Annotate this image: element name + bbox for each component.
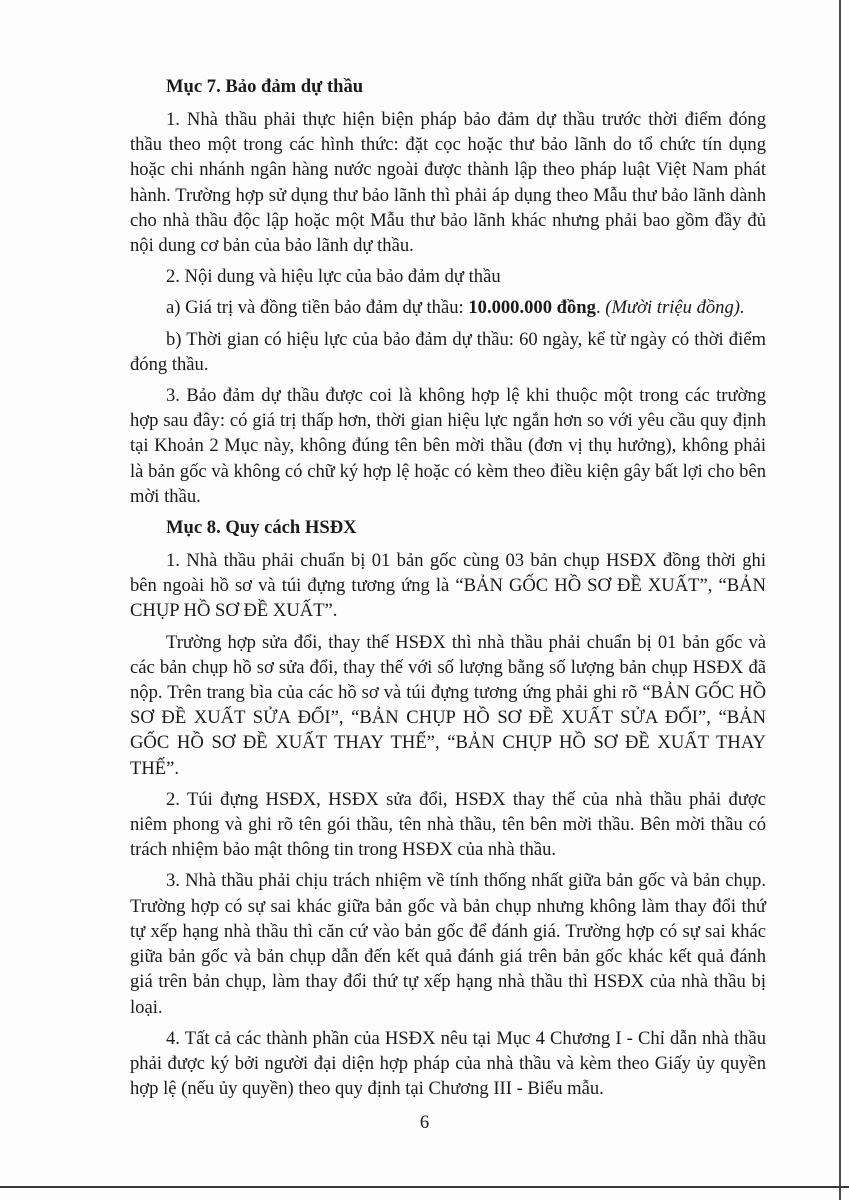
bid-amount: 10.000.000 đồng	[468, 297, 596, 319]
section-8-paragraph-3: 3. Nhà thầu phải chịu trách nhiệm về tính thống nhất giữa bản gốc và bản chụp. Trường hợp có sự sai khác giữa bản gốc và bản chụp nhưng không làm thay đổi thứ tự xếp hạng nhà thầu thì căn cứ vào bản gốc để đánh giá. Trường hợp có sự sai khác giữa bản gốc và bản chụp dẫn đến kết quả đánh giá trên bản gốc khác kết quả đánh giá trên bản chụp, làm thay đổi thứ tự xếp hạng nhà thầu thì HSĐX của nhà thầu bị loại.	[130, 870, 766, 1018]
section-8-paragraph-4: 4. Tất cả các thành phần của HSĐX nêu tại Mục 4 Chương I - Chỉ dẫn nhà thầu phải được ký bởi người đại diện hợp pháp của nhà thầu và kèm theo Giấy ủy quyền hợp lệ (nếu ủy quyền) theo quy định tại Chương III - Biểu mẫu.	[130, 1027, 766, 1100]
scan-edge-right	[839, 0, 841, 1200]
section-8-paragraph-2: 2. Túi đựng HSĐX, HSĐX sửa đổi, HSĐX thay thế của nhà thầu phải được niêm phong và ghi rõ tên gói thầu, tên nhà thầu, tên bên mời thầu. Bên mời thầu có trách nhiệm bảo mật thông tin trong HSĐX của nhà thầu.	[130, 788, 766, 861]
page-number: 6	[419, 1112, 430, 1133]
section-7-paragraph-2b: b) Thời gian có hiệu lực của bảo đảm dự thầu: 60 ngày, kể từ ngày có thời điểm đóng thầu.	[130, 328, 766, 375]
section-7-paragraph-2: 2. Nội dung và hiệu lực của bảo đảm dự thầu	[166, 266, 501, 288]
section-8-heading: Mục 8. Quy cách HSĐX	[166, 517, 357, 539]
bid-amount-words: (Mười triệu đồng).	[605, 297, 745, 319]
section-8-paragraph-1: 1. Nhà thầu phải chuẩn bị 01 bản gốc cùng 03 bản chụp HSĐX đồng thời ghi bên ngoài hồ sơ và túi đựng tương ứng là “BẢN GỐC HỒ SƠ ĐỀ XUẤT”, “BẢN CHỤP HỒ SƠ ĐỀ XUẤT”.	[130, 550, 766, 622]
bid-amount-prefix: a) Giá trị và đồng tiền bảo đảm dự thầu:	[166, 297, 469, 319]
scan-edge-bottom	[0, 1186, 849, 1188]
section-7-paragraph-1: 1. Nhà thầu phải thực hiện biện pháp bảo đảm dự thầu trước thời điểm đóng thầu theo một trong các hình thức: đặt cọc hoặc thư bảo lãnh do tổ chức tín dụng hoặc chi nhánh ngân hàng nước ngoài được thành lập theo pháp luật Việt Nam phát hành. Trường hợp sử dụng thư bảo lãnh thì phải áp dụng theo Mẫu thư bảo lãnh dành cho nhà thầu độc lập hoặc một Mẫu thư bảo lãnh khác nhưng phải bao gồm đầy đủ nội dung cơ bản của bảo lãnh dự thầu.	[130, 109, 766, 257]
section-7-heading: Mục 7. Bảo đảm dự thầu	[166, 76, 364, 97]
bid-amount-dot: .	[595, 297, 606, 319]
section-8-paragraph-1b: Trường hợp sửa đổi, thay thế HSĐX thì nhà thầu phải chuẩn bị 01 bản gốc và các bản chụp hồ sơ sửa đổi, thay thế với số lượng bằng số lượng bản chụp HSĐX đã nộp. Trên trang bìa của các hồ sơ và túi đựng tương ứng phải ghi rõ “BẢN GỐC HỒ SƠ ĐỀ XUẤT SỬA ĐỔI”, “BẢN CHỤP HỒ SƠ ĐỀ XUẤT SỬA ĐỔI”, “BẢN GỐC HỒ SƠ ĐỀ XUẤT THAY THẾ”, “BẢN CHỤP HỒ SƠ ĐỀ XUẤT THAY THẾ”.	[130, 631, 766, 779]
section-7-paragraph-2a	[130, 295, 766, 320]
page-body	[130, 74, 766, 1107]
section-7-paragraph-3: 3. Bảo đảm dự thầu được coi là không hợp lệ khi thuộc một trong các trường hợp sau đây: có giá trị thấp hơn, thời gian hiệu lực ngắn hơn so với yêu cầu quy định tại Khoản 2 Mục này, không đúng tên bên mời thầu (đơn vị thụ hưởng), không phải là bản gốc và không có chữ ký hợp lệ hoặc có kèm theo điều kiện gây bất lợi cho bên mời thầu.	[130, 385, 766, 507]
